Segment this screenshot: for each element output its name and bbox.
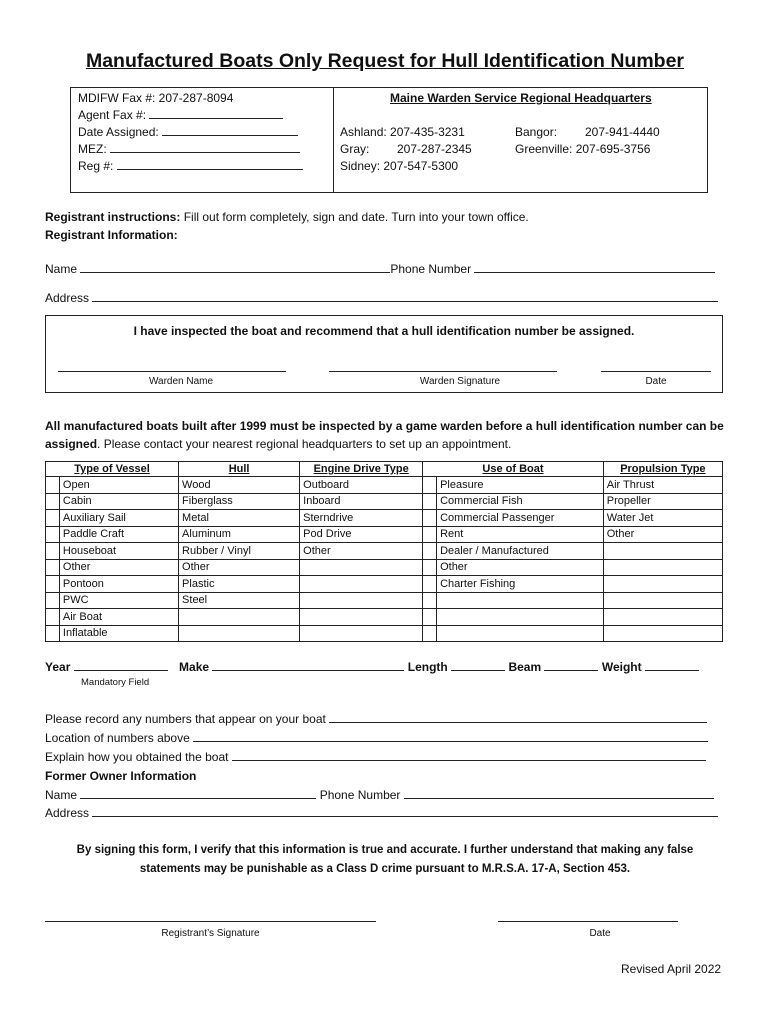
use-of-boat-cell: Commercial Fish [437,493,604,510]
engine-drive-cell: Other [300,543,423,560]
type-of-vessel-cell: Houseboat [59,543,178,560]
engine-drive-cell [300,576,423,593]
registrant-address-field[interactable] [92,291,718,302]
table-row [46,543,723,560]
propulsion-cell: Air Thrust [603,477,722,494]
warden-date-caption: Date [645,376,667,387]
table-row [46,576,723,593]
registrant-name-row [45,262,715,276]
checkbox-cell[interactable] [423,477,437,494]
checkbox-cell[interactable] [46,609,60,626]
use-of-boat-cell: Other [437,559,604,576]
instructions-row [45,210,529,224]
hq-sidney: Sidney: 207-547-5300 [340,159,459,173]
hq-ashland: Ashland: 207-435-3231 [340,125,465,139]
former-owner-address-row [45,806,718,820]
checkbox-cell[interactable] [46,576,60,593]
header-use-of-boat: Use of Boat [423,462,604,477]
explain-row [45,750,706,764]
location-row [45,731,708,745]
table-row [46,625,723,642]
certification-line-1: By signing this form, I verify that this information is true and accurate. I further understand that making any false [76,844,694,856]
former-owner-address-field[interactable] [92,806,718,817]
certification-line-2: statements may be punishable as a Class D crime pursuant to M.R.S.A. 17-A, Section 453. [139,863,631,875]
registrant-signature-caption: Registrant’s Signature [161,928,260,939]
table-row [46,592,723,609]
year-label: Year [45,660,71,674]
use-of-boat-cell: Commercial Passenger [437,510,604,527]
hq-gray-label: Gray: [340,142,370,156]
header-hull: Hull [179,462,300,477]
registrant-address-label: Address [45,291,90,305]
checkbox-cell[interactable] [46,510,60,527]
hull-cell [179,625,300,642]
use-of-boat-cell: Rent [437,526,604,543]
instructions-text: Fill out form completely, sign and date. Turn into your town office. [180,210,529,224]
year-field[interactable] [74,660,168,671]
table-row [46,477,723,494]
engine-drive-cell: Pod Drive [300,526,423,543]
office-info-box [70,87,708,193]
registrant-phone-field[interactable] [474,262,715,273]
propulsion-cell [603,592,722,609]
table-row [46,559,723,576]
registrant-info-heading: Registrant Information: [45,228,178,242]
former-owner-heading: Former Owner Information [45,769,197,783]
record-numbers-field[interactable] [329,712,707,723]
date-assigned-label: Date Assigned: [78,125,159,139]
agent-fax-label: Agent Fax #: [78,108,147,122]
type-of-vessel-cell: Pontoon [59,576,178,593]
vessel-options-table [45,461,723,642]
warden-date-field[interactable] [601,371,711,372]
checkbox-cell[interactable] [46,592,60,609]
hull-cell [179,609,300,626]
registrant-date-caption: Date [589,928,611,939]
header-propulsion-type: Propulsion Type [603,462,722,477]
engine-drive-cell [300,625,423,642]
warden-name-caption: Warden Name [148,376,214,387]
location-label: Location of numbers above [45,731,190,745]
use-of-boat-cell: Pleasure [437,477,604,494]
propulsion-cell: Water Jet [603,510,722,527]
hq-greenville: Greenville: 207-695-3756 [515,142,651,156]
agent-fax-field[interactable] [149,108,283,119]
checkbox-cell[interactable] [423,625,437,642]
mez-label: MEZ: [78,142,107,156]
type-of-vessel-cell: Open [59,477,178,494]
engine-drive-cell [300,592,423,609]
table-row [46,609,723,626]
agent-fax-row [78,108,283,122]
type-of-vessel-cell: Air Boat [59,609,178,626]
propulsion-cell: Other [603,526,722,543]
mandatory-field-note: Mandatory Field [81,677,150,688]
hq-bangor-phone: 207-941-4440 [585,125,660,139]
beam-field[interactable] [544,660,598,671]
checkbox-cell[interactable] [46,625,60,642]
former-owner-name-row [45,788,714,802]
table-row [46,493,723,510]
weight-label: Weight [601,660,642,674]
hull-cell: Rubber / Vinyl [179,543,300,560]
warden-inspection-box [45,315,723,393]
warden-signature-field[interactable] [329,371,557,372]
reg-label: Reg #: [78,159,114,173]
instructions-label: Registrant instructions: [45,210,181,224]
type-of-vessel-cell: Paddle Craft [59,526,178,543]
use-of-boat-cell: Dealer / Manufactured [437,543,604,560]
table-header-row [46,462,723,477]
inspection-notice [45,417,735,453]
checkbox-cell[interactable] [423,609,437,626]
checkbox-cell[interactable] [46,493,60,510]
checkbox-cell[interactable] [46,559,60,576]
revision-date: Revised April 2022 [621,962,722,976]
checkbox-cell[interactable] [423,526,437,543]
location-field[interactable] [193,731,708,742]
checkbox-cell[interactable] [46,526,60,543]
engine-drive-cell: Sterndrive [300,510,423,527]
engine-drive-cell: Inboard [300,493,423,510]
hq-bangor-label: Bangor: [515,125,558,139]
propulsion-cell [603,559,722,576]
hq-gray-phone: 207-287-2345 [397,142,472,156]
engine-drive-cell [300,559,423,576]
registrant-name-label: Name [45,262,78,276]
former-owner-address-label: Address [45,806,90,820]
hull-cell: Plastic [179,576,300,593]
reg-row [78,159,303,173]
hq-title: Maine Warden Service Regional Headquarters [390,91,652,105]
former-owner-phone-field[interactable] [404,788,714,799]
mez-row [78,142,300,156]
use-of-boat-cell [437,609,604,626]
checkbox-cell[interactable] [423,543,437,560]
hull-cell: Wood [179,477,300,494]
propulsion-cell [603,609,722,626]
propulsion-cell [603,576,722,593]
hull-cell: Fiberglass [179,493,300,510]
propulsion-cell [603,543,722,560]
use-of-boat-cell [437,625,604,642]
checkbox-cell[interactable] [46,477,60,494]
mdifw-fax: MDIFW Fax #: 207-287-8094 [78,91,234,105]
registrant-address-row [45,291,718,305]
inspection-statement: I have inspected the boat and recommend that a hull identification number be assigned. [133,324,635,338]
header-type-of-vessel: Type of Vessel [46,462,179,477]
type-of-vessel-cell: Inflatable [59,625,178,642]
hull-cell: Metal [179,510,300,527]
type-of-vessel-cell: Cabin [59,493,178,510]
mez-field[interactable] [110,142,300,153]
hull-cell: Steel [179,592,300,609]
notice-rest: . Please contact your nearest regional headquarters to set up an appointment. [97,437,512,451]
length-field[interactable] [451,660,505,671]
type-of-vessel-cell: PWC [59,592,178,609]
record-numbers-row [45,712,707,726]
hull-cell: Other [179,559,300,576]
weight-field[interactable] [645,660,699,671]
checkbox-cell[interactable] [423,510,437,527]
checkbox-cell[interactable] [46,543,60,560]
explain-field[interactable] [232,750,706,761]
propulsion-cell: Propeller [603,493,722,510]
former-owner-name-field[interactable] [80,788,316,799]
registrant-signature-field[interactable] [45,921,376,922]
propulsion-cell [603,625,722,642]
table-row [46,510,723,527]
engine-drive-cell [300,609,423,626]
type-of-vessel-cell: Other [59,559,178,576]
type-of-vessel-cell: Auxiliary Sail [59,510,178,527]
engine-drive-cell: Outboard [300,477,423,494]
former-owner-name-label: Name [45,788,78,802]
registrant-date-field[interactable] [498,921,678,922]
reg-field[interactable] [117,159,303,170]
date-assigned-row [78,125,298,139]
use-of-boat-cell: Charter Fishing [437,576,604,593]
box-divider [333,88,334,192]
beam-label: Beam [508,660,542,674]
header-engine-drive-type: Engine Drive Type [300,462,423,477]
warden-name-field[interactable] [58,371,286,372]
checkbox-cell[interactable] [423,576,437,593]
boat-details-row [45,660,699,674]
former-owner-phone-label: Phone Number [319,788,401,802]
form-title: Manufactured Boats Only Request for Hull Identification Number [85,50,685,72]
checkbox-cell[interactable] [423,592,437,609]
registrant-phone-label: Phone Number [390,262,472,276]
registrant-name-field[interactable] [80,262,390,273]
notice-bold: All manufactured boats built after 1999 must be inspected by a game warden before a hull identification number can be assigned [45,419,724,451]
checkbox-cell[interactable] [423,493,437,510]
record-numbers-label: Please record any numbers that appear on your boat [45,712,326,726]
table-row [46,526,723,543]
make-field[interactable] [212,660,404,671]
explain-label: Explain how you obtained the boat [45,750,229,764]
date-assigned-field[interactable] [162,125,298,136]
use-of-boat-cell [437,592,604,609]
warden-signature-caption: Warden Signature [419,376,501,387]
make-label: Make [179,660,210,674]
hull-cell: Aluminum [179,526,300,543]
length-label: Length [407,660,448,674]
checkbox-cell[interactable] [423,559,437,576]
